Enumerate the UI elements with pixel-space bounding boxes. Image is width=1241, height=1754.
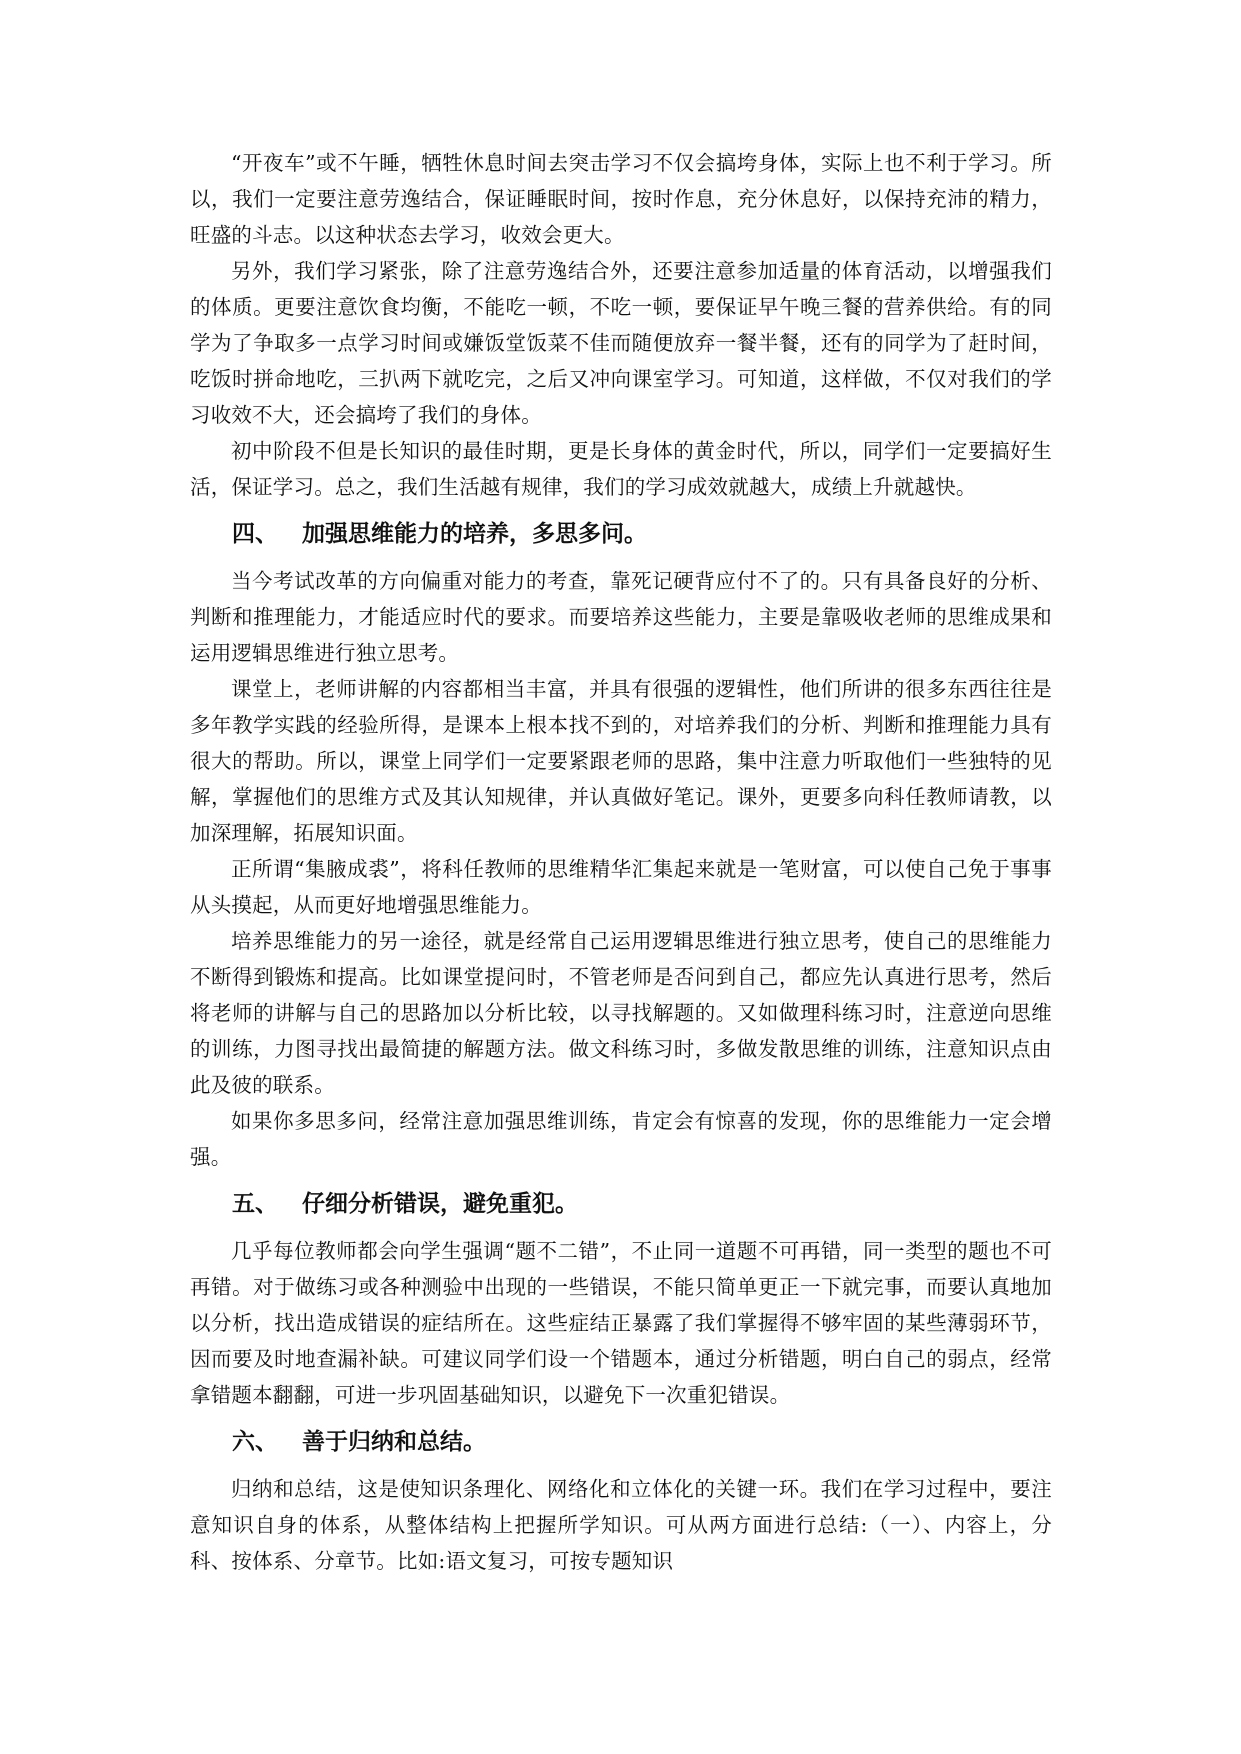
body-paragraph: 正所谓“集腋成裘”，将科任教师的思维精华汇集起来就是一笔财富，可以使自己免于事事从头摸起，从而更好地增强思维能力。 bbox=[190, 857, 1052, 917]
section-heading-6 bbox=[190, 1423, 1052, 1461]
body-paragraph: “开夜车”或不午睡，牺牲休息时间去突击学习不仅会搞垮身体，实际上也不利于学习。所以，我们一定要注意劳逸结合，保证睡眠时间，按时作息，充分休息好，以保持充沛的精力，旺盛的斗志。以这种状态去学习，收效会更大。 bbox=[190, 151, 1052, 247]
section-heading-4 bbox=[190, 515, 1052, 553]
section-title: 善于归纳和总结。 bbox=[302, 1429, 486, 1455]
body-paragraph: 归纳和总结，这是使知识条理化、网络化和立体化的关键一环。我们在学习过程中，要注意知识自身的体系，从整体结构上把握所学知识。可从两方面进行总结:（一）、内容上，分科、按体系、分章节。比如:语文复习，可按专题知识 bbox=[190, 1477, 1052, 1573]
document-page bbox=[190, 145, 1052, 1579]
section-number: 四、 bbox=[232, 521, 278, 547]
body-paragraph: 初中阶段不但是长知识的最佳时期，更是长身体的黄金时代，所以，同学们一定要搞好生活，保证学习。总之，我们生活越有规律，我们的学习成效就越大，成绩上升就越快。 bbox=[190, 439, 1052, 499]
body-paragraph: 培养思维能力的另一途径，就是经常自己运用逻辑思维进行独立思考，使自己的思维能力不断得到锻炼和提高。比如课堂提问时，不管老师是否问到自己，都应先认真进行思考，然后将老师的讲解与自己的思路加以分析比较，以寻找解题的。又如做理科练习时，注意逆向思维的训练，力图寻找出最简捷的解题方法。做文科练习时，多做发散思维的训练，注意知识点由此及彼的联系。 bbox=[190, 929, 1052, 1097]
body-paragraph: 如果你多思多问，经常注意加强思维训练，肯定会有惊喜的发现，你的思维能力一定会增强。 bbox=[190, 1109, 1052, 1169]
section-title: 加强思维能力的培养，多思多问。 bbox=[302, 521, 647, 547]
body-paragraph: 另外，我们学习紧张，除了注意劳逸结合外，还要注意参加适量的体育活动，以增强我们的体质。更要注意饮食均衡，不能吃一顿，不吃一顿，要保证早午晚三餐的营养供给。有的同学为了争取多一点学习时间或嫌饭堂饭菜不佳而随便放弃一餐半餐，还有的同学为了赶时间，吃饭时拼命地吃，三扒两下就吃完，之后又冲向课室学习。可知道，这样做，不仅对我们的学习收效不大，还会搞垮了我们的身体。 bbox=[190, 259, 1052, 427]
section-number: 六、 bbox=[232, 1429, 278, 1455]
section-title: 仔细分析错误，避免重犯。 bbox=[302, 1191, 578, 1217]
body-paragraph: 课堂上，老师讲解的内容都相当丰富，并具有很强的逻辑性，他们所讲的很多东西往往是多年教学实践的经验所得，是课本上根本找不到的，对培养我们的分析、判断和推理能力具有很大的帮助。所以，课堂上同学们一定要紧跟老师的思路，集中注意力听取他们一些独特的见解，掌握他们的思维方式及其认知规律，并认真做好笔记。课外，更要多向科任教师请教，以加深理解，拓展知识面。 bbox=[190, 677, 1052, 845]
body-paragraph: 当今考试改革的方向偏重对能力的考查，靠死记硬背应付不了的。只有具备良好的分析、判断和推理能力，才能适应时代的要求。而要培养这些能力，主要是靠吸收老师的思维成果和运用逻辑思维进行独立思考。 bbox=[190, 569, 1052, 665]
section-heading-5 bbox=[190, 1185, 1052, 1223]
body-paragraph: 几乎每位教师都会向学生强调“题不二错”，不止同一道题不可再错，同一类型的题也不可再错。对于做练习或各种测验中出现的一些错误，不能只简单更正一下就完事，而要认真地加以分析，找出造成错误的症结所在。这些症结正暴露了我们掌握得不够牢固的某些薄弱环节，因而要及时地查漏补缺。可建议同学们设一个错题本，通过分析错题，明白自己的弱点，经常拿错题本翻翻，可进一步巩固基础知识，以避免下一次重犯错误。 bbox=[190, 1239, 1052, 1407]
section-number: 五、 bbox=[232, 1191, 278, 1217]
